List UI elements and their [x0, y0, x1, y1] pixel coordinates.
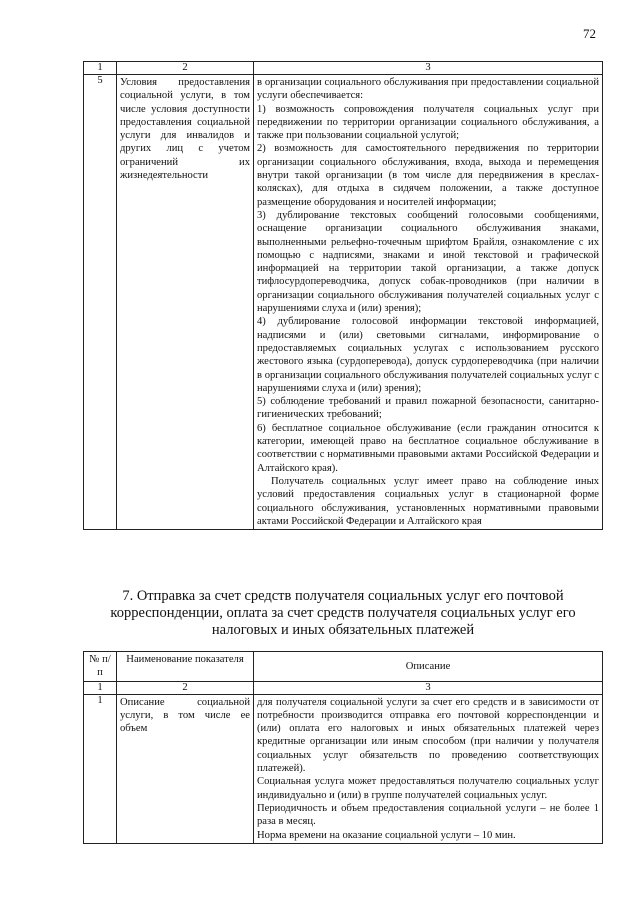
table-header-row	[84, 681, 603, 694]
description-paragraph: 4) дублирование голосовой информации текстовой информацией, надписями и (или) световыми сигналами, информирование о предоставляемых социальных услугах с использованием русского жестового языка (сурдоперевода), допуск сурдопереводчика (при наличии в организации социального обслуживания получателей социальных услуг с нарушениями слуха и (или) зрения);	[257, 316, 599, 394]
indicator-name: Описание социальной услуги, в том числе ее объем	[117, 694, 254, 843]
description-paragraph: 1) возможность сопровождения получателя социальных услуг при передвижении по территории организации социального обслуживания, а также при пользовании социальной услугой;	[257, 103, 599, 142]
header-cell-3: 3	[254, 681, 603, 694]
column-header-row	[84, 652, 603, 682]
header-cell-1: 1	[84, 62, 117, 75]
table-header-row	[84, 62, 603, 75]
column-header-indicator: Наименование показателя	[117, 652, 254, 682]
column-header-description: Описание	[254, 652, 603, 682]
column-header-number: № п/п	[84, 652, 117, 682]
description-paragraph: Периодичность и объем предоставления социальной услуги – не более 1 раза в месяц.	[257, 802, 599, 828]
header-cell-1: 1	[84, 681, 117, 694]
conditions-table	[83, 61, 603, 530]
mail-payments-table	[83, 651, 603, 844]
description-cell	[254, 75, 603, 530]
row-number: 1	[84, 694, 117, 843]
indicator-name: Условия предоставления социальной услуги, в том числе условия доступности предоставления социальной услуги для инвалидов и других лиц с учетом ограничений их жизнедеятельности	[117, 75, 254, 530]
page-number: 72	[583, 26, 596, 41]
description-paragraph: 6) бесплатное социальное обслуживание (если гражданин относится к категории, имеющей право на бесплатное социальное обслуживание в соответствии с нормативными правовыми актами Российской Федерации и Алтайского края).	[257, 422, 599, 474]
description-paragraph: 2) возможность для самостоятельного передвижения по территории организации социального обслуживания, входа, выхода и перемещения внутри такой организации (в том числе для передвижения в креслах-колясках), для отдыха в сидячем положении, а также доступное размещение оборудования и носителей информации;	[257, 143, 599, 208]
description-paragraph: Социальная услуга может предоставляться получателю социальных услуг индивидуально и (или) в группе получателей социальных услуг.	[257, 776, 599, 801]
description-paragraph: 5) соблюдение требований и правил пожарной безопасности, санитарно-гигиенических требований;	[257, 396, 599, 421]
section-title: 7. Отправка за счет средств получателя социальных услуг его почтовой корреспонденции, оплата за счет средств получателя социальных услуг его налоговых и иных обязательных платежей	[110, 588, 576, 638]
description-paragraph: в организации социального обслуживания при предоставлении социальной услуги обеспечивается:	[257, 77, 599, 102]
table-row	[84, 75, 603, 530]
description-paragraph: Получатель социальных услуг имеет право на соблюдение иных условий предоставления социальных услуг в стационарной форме социального обслуживания, установленных нормативными правовыми актами Российской Федерации и Алтайского края	[257, 475, 599, 527]
header-cell-3: 3	[254, 62, 603, 75]
row-number: 5	[84, 75, 117, 530]
description-paragraph: 3) дублирование текстовых сообщений голосовыми сообщениями, оснащение организации социального обслуживания знаками, выполненными рельефно-точечным шрифтом Брайля, ознакомление с их помощью с надписями, знаками и иной текстовой и графической информацией на территории такой организации, а также допуск тифлосурдопереводчика, допуск собак-проводников (при наличии в организации социального обслуживания получателей социальных услуг с нарушениями слуха и (или) зрения);	[257, 209, 599, 315]
description-cell	[254, 694, 603, 843]
table-row	[84, 694, 603, 843]
description-paragraph: Норма времени на оказание социальной услуги – 10 мин.	[257, 829, 516, 841]
description-paragraph: для получателя социальной услуги за счет его средств и в зависимости от потребности производится отправка его почтовой корреспонденции и (или) оплата его налоговых и иных обязательных платежей через кредитные организации или иным способом (при наличии у получателя социальных услуг обязательств по проведению соответствующих платежей).	[257, 696, 599, 775]
header-cell-2: 2	[117, 681, 254, 694]
header-cell-2: 2	[117, 62, 254, 75]
